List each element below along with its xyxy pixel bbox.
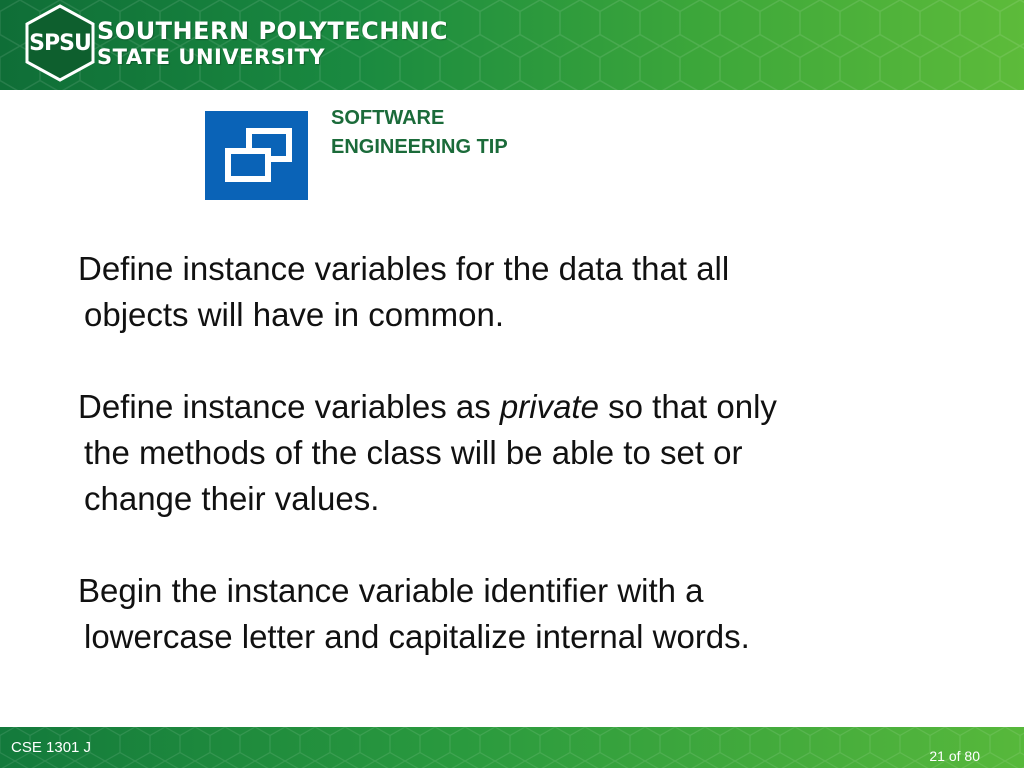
windows-icon [205, 111, 308, 200]
tip-title-line2: ENGINEERING TIP [331, 136, 508, 158]
tip-title [331, 104, 508, 162]
university-name-line2: STATE UNIVERSITY [97, 45, 326, 69]
page-number: 21 of 80 [929, 748, 980, 764]
private-keyword: private [499, 388, 599, 425]
p1-line1: Define instance variables for the data that all [78, 250, 730, 287]
p3-line1: Begin the instance variable identifier with a [78, 572, 704, 609]
p2-line2: the methods of the class will be able to set or [84, 434, 743, 471]
slide-body [78, 246, 958, 660]
p2-line1-after: so that only [598, 388, 777, 425]
spsu-badge-text: SPSU [29, 30, 91, 56]
footer-hexagon-pattern [0, 727, 1024, 768]
tip-title-line1: SOFTWARE [331, 107, 445, 129]
p3-line2: lowercase letter and capitalize internal words. [84, 618, 750, 655]
paragraph-2 [78, 384, 958, 522]
p1-line2: objects will have in common. [84, 296, 505, 333]
university-name-line1: SOUTHERN POLYTECHNIC [97, 17, 448, 45]
footer-bar [0, 727, 1024, 768]
course-label: CSE 1301 J [11, 739, 92, 756]
p2-line3: change their values. [84, 480, 380, 517]
header-banner [0, 0, 1024, 90]
p2-line1-before: Define instance variables as [78, 388, 500, 425]
p2-line1 [78, 384, 958, 430]
paragraph-3 [78, 568, 958, 660]
paragraph-1 [78, 246, 958, 338]
